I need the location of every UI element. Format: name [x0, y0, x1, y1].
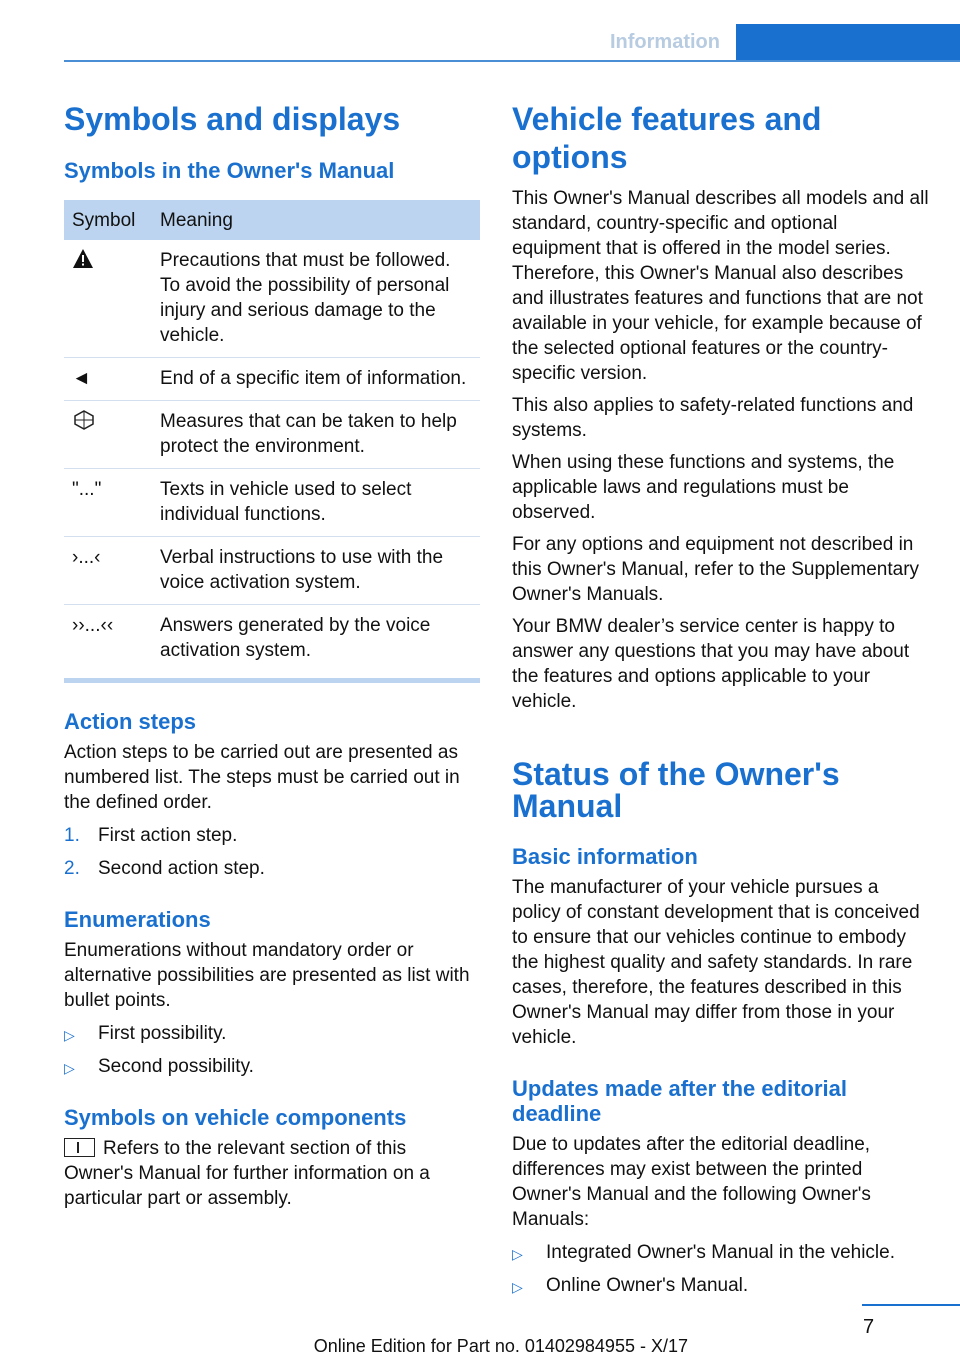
table-row — [64, 401, 480, 469]
header-accent-block — [736, 24, 960, 62]
page-number: 7 — [863, 1316, 875, 1338]
paragraph: This also applies to safety-related functions and systems. — [512, 395, 914, 441]
paragraph: This Owner's Manual describes all models and all standard, country-specific and optional equipment that is offered in the model series. Therefore, this Owner's Manual also describes and illustrates features and functions that are not available in your vehicle, for example because of the selected optional features or the country-specific version. — [512, 188, 929, 384]
table-end-rule — [64, 678, 480, 683]
subsection-title-updates: Updates made after the editorial deadline — [512, 1076, 847, 1126]
paragraph: When using these functions and systems, the applicable laws and regulations must be observed. — [512, 452, 895, 523]
single-guillemet-symbol: ›...‹ — [64, 537, 152, 605]
table-cell-meaning: Answers generated by the voice activation system. — [160, 615, 431, 661]
step-number: 2. — [64, 858, 80, 879]
subsection-title-enumerations: Enumerations — [64, 907, 211, 932]
end-marker-symbol: ◄ — [64, 358, 152, 401]
table-header-meaning: Meaning — [152, 200, 480, 240]
action-steps-list — [64, 823, 480, 881]
triangle-bullet-icon: ▷ — [512, 1279, 523, 1295]
manual-reference-icon — [64, 1138, 95, 1157]
subsection-title-symbols-manual: Symbols in the Owner's Manual — [64, 158, 395, 183]
list-item-text: First possibility. — [98, 1023, 227, 1044]
list-item — [64, 823, 480, 848]
subsection-title-vehicle-components: Symbols on vehicle components — [64, 1105, 407, 1130]
list-item-text: First action step. — [98, 825, 238, 846]
step-number: 1. — [64, 825, 80, 846]
section-title-status: Status of the Owner's Manual — [512, 756, 840, 824]
table-row — [64, 469, 480, 537]
table-row — [64, 240, 480, 358]
table-cell-meaning: Verbal instructions to use with the voice activation system. — [152, 537, 480, 605]
list-item-text: Second action step. — [98, 858, 265, 879]
paragraph — [64, 1136, 480, 1211]
paragraph: The manufacturer of your vehicle pursues a policy of constant development that is conceived to ensure that our vehicles continue to embody the highest quality and safety standards. In rare cases, therefore, the features described in this Owner's Manual may differ from those in your vehicle. — [512, 877, 920, 1048]
table-header-symbol: Symbol — [64, 200, 152, 240]
list-item — [64, 1054, 480, 1079]
section-title-symbols: Symbols and displays — [64, 101, 401, 137]
footer-edition: Online Edition for Part no. 01402984955 - X/17 — [313, 1336, 688, 1356]
list-item — [512, 1240, 930, 1265]
warning-triangle-icon — [72, 253, 94, 274]
enumerations-list — [64, 1021, 480, 1079]
updates-list — [512, 1240, 930, 1298]
table-row — [64, 537, 480, 605]
table-row — [64, 358, 480, 401]
list-item — [64, 856, 480, 881]
table-cell-meaning: Texts in vehicle used to select individual functions. — [152, 469, 480, 537]
list-item-text: Integrated Owner's Manual in the vehicle. — [546, 1242, 895, 1263]
paragraph: Action steps to be carried out are presented as numbered list. The steps must be carried out in the defined order. — [64, 742, 460, 813]
table-row — [64, 605, 480, 673]
running-header-title: Information — [610, 31, 720, 53]
paragraph: Due to updates after the editorial deadline, differences may exist between the printed Owner's Manual and the following Owner's Manuals: — [512, 1134, 871, 1230]
list-item — [64, 1021, 480, 1046]
header-rule — [64, 60, 960, 62]
subsection-title-action-steps: Action steps — [64, 709, 197, 734]
double-guillemet-symbol: ››...‹‹ — [72, 615, 114, 636]
right-column — [512, 100, 930, 1298]
triangle-bullet-icon: ▷ — [64, 1060, 75, 1076]
triangle-bullet-icon: ▷ — [512, 1246, 523, 1262]
symbols-table — [64, 200, 480, 672]
left-column — [64, 100, 480, 1211]
list-item — [512, 1273, 930, 1298]
paragraph-text: Refers to the relevant section of this Owner's Manual for further information on a particular part or assembly. — [64, 1138, 430, 1209]
table-cell-meaning: Precautions that must be followed. To avoid the possibility of personal injury and serious damage to the vehicle. — [152, 240, 480, 358]
quote-symbol: "..." — [64, 469, 152, 537]
list-item-text: Online Owner's Manual. — [546, 1275, 749, 1296]
section-title-vehicle-features: Vehicle features and options — [512, 101, 822, 175]
environment-icon — [72, 415, 96, 436]
table-cell-meaning: Measures that can be taken to help protect the environment. — [152, 401, 480, 469]
paragraph: Enumerations without mandatory order or alternative possibilities are presented as list with bullet points. — [64, 940, 470, 1011]
list-item-text: Second possibility. — [98, 1056, 254, 1077]
paragraph: For any options and equipment not described in this Owner's Manual, refer to the Supplementary Owner's Manuals. — [512, 534, 920, 605]
footer-rule — [862, 1304, 960, 1306]
table-cell-meaning: End of a specific item of information. — [152, 358, 480, 401]
subsection-title-basic-info: Basic information — [512, 844, 698, 869]
paragraph: Your BMW dealer’s service center is happy to answer any questions that you may have about the features and options applicable to your vehicle. — [512, 616, 910, 712]
triangle-bullet-icon: ▷ — [64, 1027, 75, 1043]
